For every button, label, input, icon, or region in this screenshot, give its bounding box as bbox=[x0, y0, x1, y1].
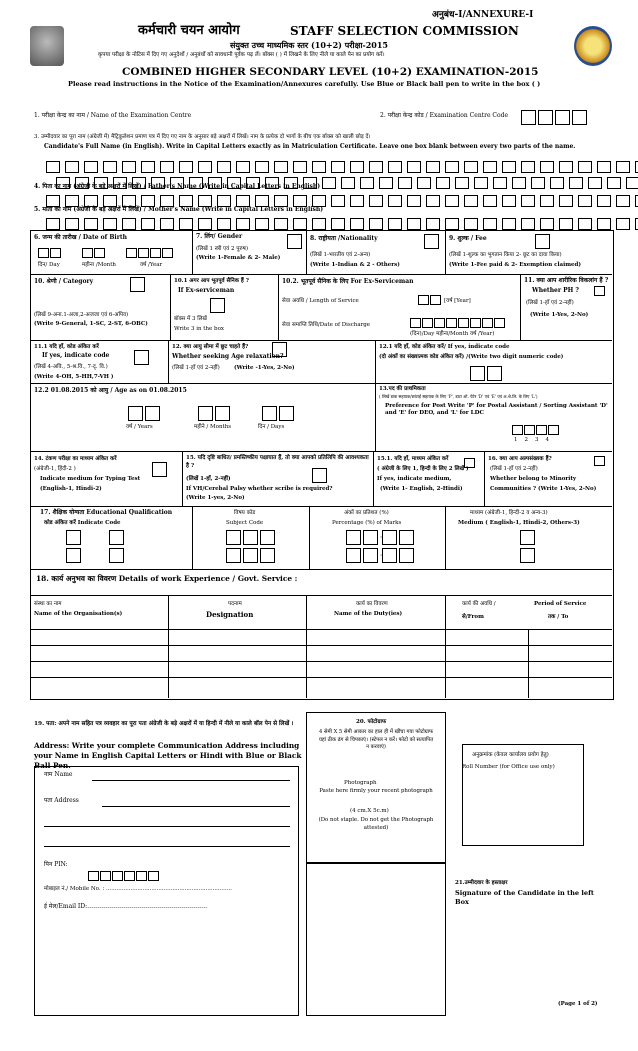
field-16-english: Whether belong to Minority bbox=[490, 476, 577, 482]
scribe-box[interactable] bbox=[312, 468, 329, 483]
field-18-col4-english: Period of Service bbox=[534, 601, 587, 607]
age-years-label: वर्ष / Years bbox=[126, 424, 153, 430]
mother-name-boxes[interactable] bbox=[46, 218, 638, 230]
field-15-1-write: (Write 1- English, 2-Hindi) bbox=[380, 486, 463, 492]
field-12-english: Whether seeking Age relaxation? bbox=[172, 353, 284, 360]
field-14-write: (English-1, Hindi-2) bbox=[40, 486, 102, 492]
field-7-english: (Write 1-Female & 2- Male) bbox=[196, 255, 281, 261]
pref-num-2: 2 bbox=[524, 437, 528, 443]
name-line bbox=[92, 780, 290, 781]
address-label: पता Address bbox=[44, 797, 79, 804]
pref-num-1: 1 bbox=[514, 437, 518, 443]
address-line-3 bbox=[44, 846, 290, 847]
field-18-col1-english: Name of the Organisation(s) bbox=[34, 611, 123, 617]
field-9-hindi: (लिखें 1-शुल्क का भुगतान किया 2- छूट का दावा किया) bbox=[449, 252, 562, 258]
nationality-box[interactable] bbox=[424, 234, 441, 249]
field-17-medium: माध्यम (अंग्रेजी-1, हिन्दी-2 व अन्य-3) bbox=[470, 510, 548, 516]
dob-boxes[interactable] bbox=[38, 248, 174, 258]
field-17-sub: कोड अंकित करें Indicate Code bbox=[44, 520, 121, 526]
roll-number-box[interactable] bbox=[462, 744, 584, 846]
exserviceman-box[interactable] bbox=[210, 298, 227, 313]
ssc-logo bbox=[574, 26, 612, 66]
subtitle-hindi: संयुक्त उच्च माध्यमिक स्तर (10+2) परीक्षा-2015 bbox=[230, 40, 389, 50]
field-12-hindi: (लिखें 1-हाँ एवं 2-नहीं) bbox=[172, 365, 220, 371]
field-20-title: 20. फोटोग्राफ bbox=[356, 719, 387, 725]
category-box[interactable] bbox=[130, 277, 147, 292]
field-16-label: 16. क्या आप अल्पसंख्यक हैं? bbox=[488, 456, 552, 462]
field-7-label: 7. लिंग/ Gender bbox=[196, 233, 243, 240]
field-16-write: Communities ? (Write 1-Yes, 2-No) bbox=[490, 486, 597, 492]
field-19-hindi: 19. पता: अपने नाम सहित पत्र व्यवहार का पूरा पता अंग्रेजी के बड़े अक्षरों में या हिन्दी में नीले या काले बॉल पेन से लिखें । bbox=[34, 721, 294, 727]
field-17-subject-hindi: विषय कोड bbox=[234, 510, 256, 516]
field-17-marks-hindi: अंकों का प्रतिशत (%) bbox=[344, 510, 389, 516]
field-17-medium-english: Medium ( English-1, Hindi-2, Others-3) bbox=[458, 520, 580, 526]
field-15-label: 15. यदि दृष्टि बाधित/ प्रमस्तिष्कीय पक्षाघात हैं, तो क्या आपको प्रतिलिपि की आवश्यकता है ? bbox=[186, 455, 369, 469]
instruction-english: Please read instructions in the Notice of the Examination/Annexures carefully. Use Blue or Black ball pen to write in the box ( ) bbox=[68, 80, 541, 88]
field-10-2-label: 10.2. भूतपूर्व सैनिक के लिए For Ex-Serviceman bbox=[282, 278, 414, 285]
field-15-1-hindi: ( अंग्रेजी के लिए 1, हिन्दी के लिए 2 लिखें ) bbox=[377, 466, 469, 472]
gender-box[interactable] bbox=[287, 234, 304, 249]
edu-code-boxes[interactable] bbox=[66, 530, 126, 563]
field-11-label: 11. क्या आप शारीरिक विकलांग हैं ? bbox=[524, 277, 609, 284]
centre-code-boxes[interactable] bbox=[521, 110, 589, 125]
field-12-1-english: (दो अंकों का संख्यात्मक कोड अंकित करें) /(Write two digit numeric code) bbox=[379, 354, 564, 360]
ph-code-box[interactable] bbox=[134, 350, 151, 365]
field-20-hindi: 4 सेमी X 5 सेमी आकार का हाल ही में खींचा गया फोटोग्राफ यहां ठीक ढंग से चिपकाएं। (स्टेपल न करें। फोटो को सत्यापित न करवाएं) bbox=[318, 729, 434, 751]
field-1-label: 1. परीक्षा केन्द्र का नाम / Name of the Examination Centre bbox=[34, 112, 192, 119]
field-6-label: 6. जन्म की तारीख / Date of Birth bbox=[34, 234, 127, 241]
field-15-1-english: If yes, indicate medium, bbox=[377, 476, 452, 482]
pref-num-3: 3 bbox=[535, 437, 539, 443]
typing-medium-box[interactable] bbox=[152, 462, 169, 477]
field-19-english: Address: Write your complete Communication Address including your Name in English Capital Letters or Hindi with Blue or Black Ball Pen. bbox=[34, 741, 302, 770]
field-14-hindi: (अंग्रेजी-1, हिंदी-2 ) bbox=[34, 466, 76, 472]
field-10-hindi: (लिखें 9-अना.1-अजा,2-अजजा एवं 6-अपिव) bbox=[34, 312, 129, 318]
field-18-col2-hindi: पदनाम bbox=[228, 601, 242, 607]
field-10-label: 10. श्रेणी / Category bbox=[34, 278, 94, 285]
signature-box[interactable] bbox=[306, 862, 446, 1016]
field-18-col3-hindi: कार्य का विवरण bbox=[356, 601, 388, 607]
field-11-1-english: If yes, indicate code bbox=[42, 352, 110, 359]
medium-boxes[interactable] bbox=[520, 530, 537, 563]
field-21-english: Signature of the Candidate in the left Box bbox=[455, 889, 594, 906]
field-10-2-dmy: (दिन)/Day महीना/Month वर्ष /Year) bbox=[410, 331, 495, 337]
field-12-1-label: 12.1 यदि हाँ, कोड अंकित करें/ If yes, indicate code bbox=[379, 344, 510, 350]
field-10-2-discharge: सेवा समाप्ति तिथि/Date of Discharge bbox=[282, 322, 371, 328]
field-2-label: 2. परीक्षा केन्द्र कोड / Examination Centre Code bbox=[380, 112, 509, 119]
age-months-label: महीने / Months bbox=[194, 424, 232, 430]
annexure-label: अनुबंध-I/ANNEXURE-I bbox=[432, 10, 534, 20]
field-3-english: Candidate's Full Name (in English). Write in Capital Letters exactly as in Matriculation Certificate. Leave one box blank between every two parts of the name. bbox=[44, 143, 576, 150]
field-10-2-year: [वर्ष [Year] bbox=[444, 298, 471, 304]
field-15-write: (Write 1-yes, 2-No) bbox=[186, 495, 245, 501]
marks-boxes[interactable]: · · bbox=[346, 530, 416, 563]
field-10-1-box-english: Write 3 in the box bbox=[174, 326, 224, 332]
pin-boxes[interactable] bbox=[88, 871, 160, 881]
discharge-date-boxes[interactable] bbox=[410, 318, 506, 328]
field-15-english: If VH/Cerebal Palsy whether scribe is required? bbox=[186, 486, 333, 492]
age-code-boxes[interactable] bbox=[470, 366, 504, 381]
age-years-boxes[interactable] bbox=[128, 406, 162, 421]
field-10-1-box-hindi: बॉक्स में 3 लिखें bbox=[174, 316, 207, 322]
field-9-label: 9. शुल्क / Fee bbox=[449, 235, 487, 242]
field-10-1-label: 10.1 अगर आप भूतपूर्व सैनिक हैं ? bbox=[174, 278, 249, 284]
pref-num-4: 4 bbox=[545, 437, 549, 443]
field-20-en-1: Photograph bbox=[344, 780, 377, 786]
field-16-hindi: (लिखें 1-हाँ एवं 2-नहीं) bbox=[490, 466, 538, 472]
field-11-hindi: (लिखें 1-हाँ एवं 2-नहीं) bbox=[526, 300, 574, 306]
age-days-boxes[interactable] bbox=[262, 406, 296, 421]
field-18-col2-english: Designation bbox=[206, 610, 254, 619]
page-number: (Page 1 of 2) bbox=[558, 1001, 598, 1007]
field-15-hindi: (लिखें 1-हाँ, 2-नहीं) bbox=[186, 476, 231, 482]
field-17-subject-english: Subject Code bbox=[226, 520, 264, 526]
field-14-english: Indicate medium for Typing Test bbox=[40, 476, 141, 482]
field-11-english: Whether PH ? bbox=[532, 287, 579, 294]
dob-month: महीना /Month bbox=[82, 262, 116, 268]
field-13-label: 13.पद की प्राथमिकता bbox=[379, 386, 426, 392]
dob-day: दिन/ Day bbox=[38, 262, 60, 268]
fee-box[interactable] bbox=[535, 234, 552, 249]
field-20-en-3: (4 cm.X 5c.m) bbox=[350, 808, 389, 814]
field-5-label: 5. माता का नाम (अंग्रेजी के बड़े अक्षरों में लिखें) / Mother's Name (Write in Capital Letters in English) bbox=[34, 206, 324, 213]
field-9-english: (Write 1-Fee paid & 2- Exemption claimed) bbox=[449, 262, 581, 268]
field-10-1-english: If Ex-serviceman bbox=[178, 287, 235, 294]
field-18-col3-english: Name of the Duty(ies) bbox=[334, 611, 403, 617]
field-20-en-4: (Do not staple. Do not get the Photograph attested) bbox=[318, 817, 434, 831]
address-name-label: नाम Name bbox=[44, 771, 73, 778]
field-7-hindi: (लिखें 1 स्त्री एवं 2 पुरुष) bbox=[196, 246, 248, 252]
field-18-col1-hindi: संस्था का नाम bbox=[34, 601, 62, 607]
field-12-2-label: 12.2 01.08.2015 को आयु / Age as on 01.08.2015 bbox=[34, 387, 187, 394]
field-17-marks-english: Percentage (%) of Marks bbox=[332, 520, 402, 526]
field-18-label: 18. कार्य अनुभव का विवरण Details of work Experience / Govt. Service : bbox=[36, 574, 298, 583]
field-8-hindi: (लिखें 1-भारतीय एवं 2-अन्य) bbox=[310, 252, 371, 258]
title-hindi: कर्मचारी चयन आयोग bbox=[138, 23, 240, 38]
field-12-write: (Write -1-Yes, 2-No) bbox=[234, 365, 295, 371]
field-13-english: Preference for Post Write 'P' for Postal Assistant / Sorting Assistant 'D' and 'E' for DEO, and 'L' for LDC bbox=[385, 403, 608, 417]
field-3-hindi: 3. उम्मीदवार का पूरा नाम (अंग्रेजी में) मैट्रिकुलेशन प्रमाण पत्र में दिए गए नाम के अनुसार बड़े अक्षरों में लिखें। नाम के प्रत्येक दो भागों के बीच एक बॉक्स को खाली छोड़ दें। bbox=[34, 134, 371, 140]
email-label: ई मेल/Email ID:…………………………………………………… bbox=[44, 903, 208, 910]
field-4-label: 4. पिता का नाम (अंग्रेजी के बड़े अक्षरों में लिखें) / Father's Name (Write in Capital Letters in English) bbox=[34, 183, 321, 190]
field-17-label: 17. शैक्षिक योग्यता Educational Qualification bbox=[40, 509, 173, 516]
field-15-1-label: 15.1. यदि हाँ, माध्यम अंकित करें bbox=[377, 456, 449, 462]
age-months-boxes[interactable] bbox=[198, 406, 232, 421]
age-days-label: दिन / Days bbox=[258, 424, 285, 430]
pin-label: पिन PIN: bbox=[44, 861, 68, 868]
post-preference-boxes[interactable] bbox=[512, 425, 560, 435]
exam-title: COMBINED HIGHER SECONDARY LEVEL (10+2) EXAMINATION-2015 bbox=[122, 66, 539, 78]
field-21-hindi: 21.उम्मीदवार के हस्ताक्षर bbox=[455, 880, 508, 886]
address-line-2 bbox=[44, 826, 290, 827]
service-length-boxes[interactable] bbox=[418, 295, 442, 305]
field-11-write: (Write 1-Yes, 2-No) bbox=[530, 312, 589, 318]
field-20-en-2: Paste here firmly your recent photograph bbox=[319, 788, 433, 794]
post-preference-numbers bbox=[514, 437, 549, 443]
title-english: STAFF SELECTION COMMISSION bbox=[290, 24, 519, 38]
field-8-label: 8. राष्ट्रीयता /Nationality bbox=[310, 235, 378, 242]
field-14-label: 14. टंकण परीक्षा का माध्यम अंकित करें bbox=[34, 456, 117, 462]
field-11-1-label: 11.1 यदि हाँ, कोड अंकित करें bbox=[34, 344, 99, 350]
emblem-logo bbox=[30, 26, 64, 66]
field-18-col4-from: से/From bbox=[462, 614, 484, 620]
field-18-col4-to: तक / To bbox=[548, 614, 569, 620]
minority-box[interactable] bbox=[594, 456, 606, 466]
field-13-hindi: ( लिखें डाक सहायक/छांटाई सहायक के लिए 'P', डाटा ऑ. पेटेर 'D' एवं 'E' एवं अ.श्रे.लि. के लिए 'L') bbox=[379, 394, 538, 399]
field-10-2-length: सेवा अवधि / Length of Service bbox=[282, 298, 359, 304]
dob-year: वर्ष /Year bbox=[140, 262, 163, 268]
ph-box[interactable] bbox=[594, 286, 606, 296]
field-11-1-hindi: (लिखें 4-अवि., 5-श्र.वि., 7-दृ. वि.) bbox=[34, 364, 108, 370]
subject-code-boxes[interactable] bbox=[226, 530, 277, 563]
roll-hindi: अनुक्रमांक (केवल कार्यालय प्रयोग हेतु) bbox=[472, 752, 549, 758]
field-10-english: (Write 9-General, 1-SC, 2-ST, 6-OBC) bbox=[34, 321, 148, 327]
mobile-label: मोबाइल नं./ Mobile No. : ........................................................................ bbox=[44, 886, 232, 892]
field-12-label: 12. क्या आयु सीमा में छूट चाहते हैं? bbox=[172, 344, 249, 350]
address-line-1 bbox=[102, 806, 290, 807]
roll-english: Roll Number (for Office use only) bbox=[462, 764, 555, 770]
field-8-english: (Write 1-Indian & 2 - Others) bbox=[310, 262, 400, 268]
instruction-hindi: कृपया परीक्षा के नोटिस में दिए गए अनुदेशों / अनुबंधों को सावधानी पूर्वक पढ़ लें। बॉक्स ( ) में लिखने के लिए नीले या काले पेन का प्रयोग करें। bbox=[98, 52, 385, 58]
field-18-col4-hindi: कार्य की अवधि / bbox=[462, 601, 496, 607]
field-11-1-write: (Write 4-OH, 5-HH,7-VH ) bbox=[34, 374, 114, 380]
full-name-boxes[interactable] bbox=[46, 161, 638, 173]
